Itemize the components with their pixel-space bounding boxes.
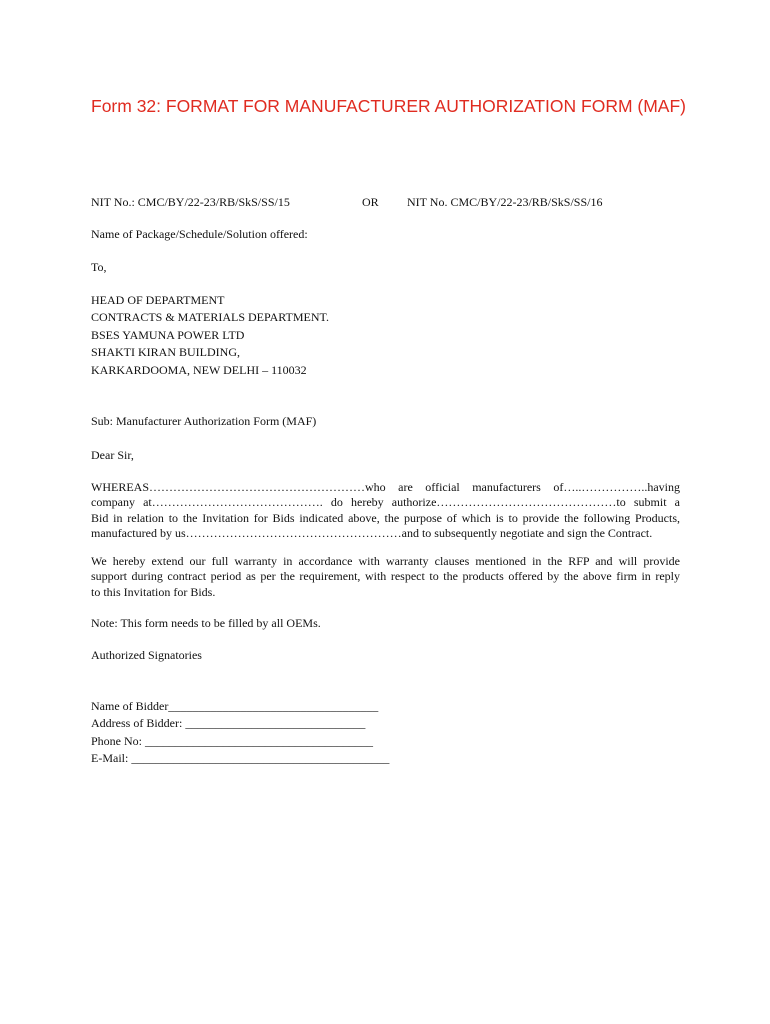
address-line: BSES YAMUNA POWER LTD	[91, 327, 245, 342]
paragraph-line: to this Invitation for Bids.	[91, 584, 216, 599]
note-line: Note: This form needs to be filled by all OEMs.	[91, 616, 321, 630]
nit-number-left: NIT No.: CMC/BY/22-23/RB/SkS/SS/15	[91, 195, 290, 209]
paragraph-line: WHEREAS………………………………………………who are official manufacturers of…..……………..having	[91, 480, 680, 494]
paragraph-line: company at……………………………………. do hereby authorize………………………………………to submit a	[91, 495, 680, 510]
paragraph-line: We hereby extend our full warranty in accordance with warranty clauses mentioned in the RFP and will provide	[91, 554, 680, 568]
address-line: CONTRACTS & MATERIALS DEPARTMENT.	[91, 310, 329, 325]
paragraph-line: support during contract period as per the requirement, with respect to the products offered by the above firm in reply	[91, 569, 680, 584]
address-line: SHAKTI KIRAN BUILDING,	[91, 345, 240, 360]
bidder-address-field: Address of Bidder: ______________________________	[91, 716, 366, 731]
paragraph-line: manufactured by us………………………………………………and to subsequently negotiate and sign the Contract.	[91, 525, 653, 540]
bidder-fields	[91, 698, 389, 768]
warranty-paragraph	[91, 554, 680, 600]
bidder-name-field: Name of Bidder___________________________________	[91, 699, 379, 713]
recipient-address	[91, 292, 329, 379]
package-label: Name of Package/Schedule/Solution offered:	[91, 227, 308, 241]
nit-row	[91, 194, 691, 211]
form-title: Form 32: FORMAT FOR MANUFACTURER AUTHORIZATION FORM (MAF)	[91, 96, 686, 116]
address-line: HEAD OF DEPARTMENT	[91, 293, 225, 307]
nit-or: OR	[362, 195, 379, 209]
salutation: Dear Sir,	[91, 448, 134, 462]
subject-line: Sub: Manufacturer Authorization Form (MAF)	[91, 414, 317, 428]
email-field: E-Mail: ___________________________________________	[91, 751, 390, 766]
whereas-paragraph	[91, 480, 680, 541]
to-line: To,	[91, 260, 107, 274]
signatories-label: Authorized Signatories	[91, 648, 202, 662]
phone-field: Phone No: ______________________________________	[91, 733, 373, 748]
paragraph-line: Bid in relation to the Invitation for Bids indicated above, the purpose of which is to provide the following Products,	[91, 510, 680, 525]
address-line: KARKARDOOMA, NEW DELHI – 110032	[91, 362, 307, 377]
nit-number-right: NIT No. CMC/BY/22-23/RB/SkS/SS/16	[407, 195, 603, 209]
